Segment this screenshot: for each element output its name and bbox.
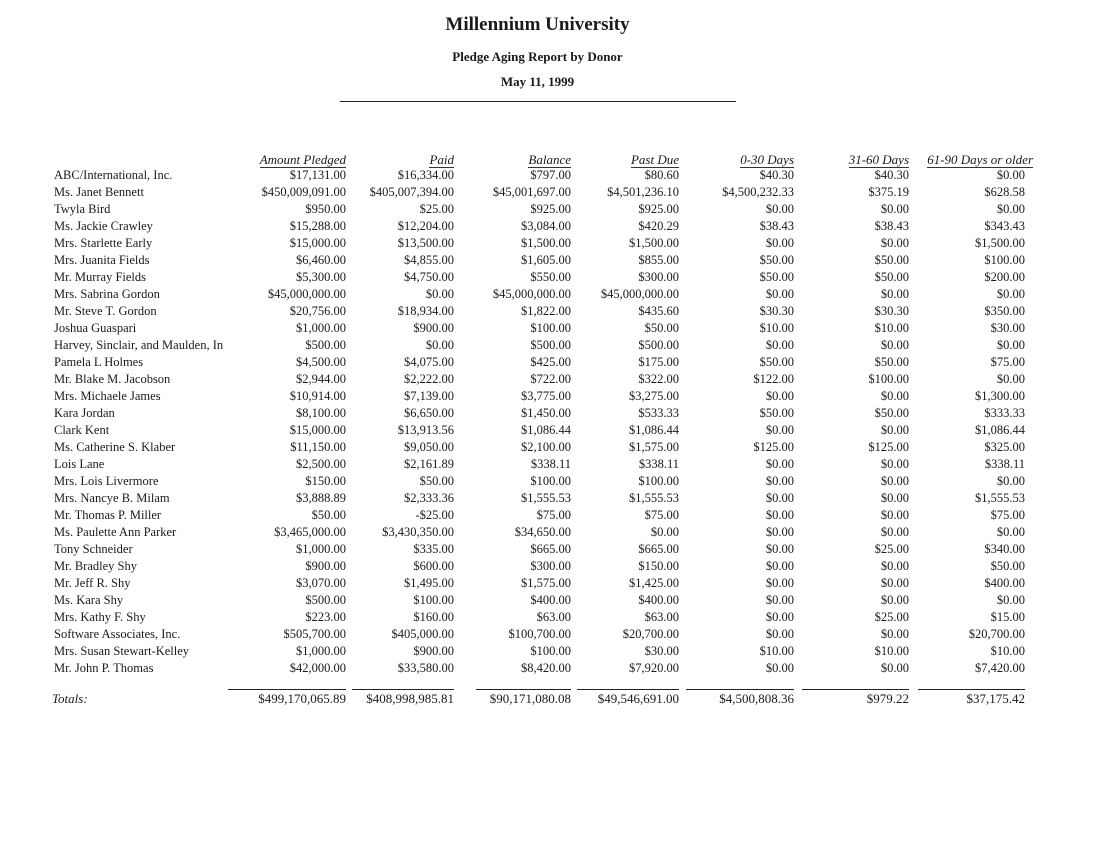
cell-balance: $3,084.00: [521, 219, 571, 233]
table-row: [0, 457, 1100, 474]
cell-days-61-90: $15.00: [990, 610, 1025, 624]
cell-days-0-30: $0.00: [765, 423, 794, 437]
cell-balance: $400.00: [530, 593, 571, 607]
cell-past-due: $45,000,000.00: [600, 287, 679, 301]
cell-past-due: $7,920.00: [629, 661, 679, 675]
cell-days-31-60: $25.00: [874, 610, 909, 624]
table-row: [0, 270, 1100, 287]
cell-days-31-60: $0.00: [880, 627, 909, 641]
cell-past-due: $400.00: [638, 593, 679, 607]
cell-days-0-30: $0.00: [765, 236, 794, 250]
table-row: [0, 338, 1100, 355]
cell-amount-pledged: $6,460.00: [296, 253, 346, 267]
cell-paid: $4,855.00: [404, 253, 454, 267]
cell-past-due: $338.11: [638, 457, 679, 471]
cell-amount-pledged: $500.00: [305, 593, 346, 607]
cell-days-61-90: $20,700.00: [968, 627, 1025, 641]
cell-days-0-30: $0.00: [765, 661, 794, 675]
column-header-past-due: Past Due: [630, 152, 679, 167]
donor-name: Lois Lane: [54, 457, 105, 471]
donor-name: ABC/International, Inc.: [54, 168, 173, 182]
cell-past-due: $1,500.00: [629, 236, 679, 250]
cell-days-61-90: $100.00: [984, 253, 1025, 267]
cell-balance: $1,555.53: [521, 491, 571, 505]
cell-past-due: $0.00: [650, 525, 679, 539]
cell-amount-pledged: $1,000.00: [296, 644, 346, 658]
cell-days-61-90: $0.00: [996, 338, 1025, 352]
cell-days-31-60: $50.00: [874, 270, 909, 284]
cell-paid: $7,139.00: [404, 389, 454, 403]
cell-days-61-90: $75.00: [990, 355, 1025, 369]
donor-name: Clark Kent: [54, 423, 110, 437]
table-row: [0, 168, 1100, 185]
cell-balance: $300.00: [530, 559, 571, 573]
total-days-31-60: $979.22: [866, 691, 909, 706]
column-header-amount-pledged: Amount Pledged: [259, 152, 346, 167]
cell-past-due: $20,700.00: [622, 627, 679, 641]
donor-name: Mr. John P. Thomas: [54, 661, 154, 675]
cell-paid: $335.00: [413, 542, 454, 556]
cell-days-61-90: $325.00: [984, 440, 1025, 454]
cell-paid: $13,913.56: [397, 423, 454, 437]
donor-name: Software Associates, Inc.: [54, 627, 181, 641]
cell-paid: $2,161.89: [404, 457, 454, 471]
cell-paid: $900.00: [413, 644, 454, 658]
column-header-days-31-60: 31-60 Days: [848, 152, 909, 167]
cell-days-0-30: $50.00: [759, 253, 794, 267]
cell-amount-pledged: $17,131.00: [289, 168, 346, 182]
cell-amount-pledged: $8,100.00: [296, 406, 346, 420]
report-date: May 11, 1999: [500, 74, 575, 89]
cell-days-61-90: $1,300.00: [975, 389, 1025, 403]
cell-paid: $6,650.00: [404, 406, 454, 420]
column-header-paid: Paid: [429, 152, 454, 167]
cell-days-0-30: $0.00: [765, 474, 794, 488]
donor-name: Ms. Jackie Crawley: [54, 219, 153, 233]
donor-table: [0, 168, 1100, 678]
cell-days-31-60: $0.00: [880, 457, 909, 471]
cell-days-61-90: $333.33: [984, 406, 1025, 420]
cell-balance: $45,001,697.00: [492, 185, 571, 199]
cell-amount-pledged: $45,000,000.00: [267, 287, 346, 301]
totals-rule: [352, 689, 454, 690]
table-row: [0, 372, 1100, 389]
cell-past-due: $500.00: [638, 338, 679, 352]
total-balance: $90,171,080.08: [489, 691, 571, 706]
donor-name: Harvey, Sinclair, and Maulden, In: [54, 338, 224, 352]
donor-name: Mr. Jeff R. Shy: [54, 576, 131, 590]
cell-balance: $665.00: [530, 542, 571, 556]
donor-name: Mr. Bradley Shy: [54, 559, 137, 573]
cell-days-61-90: $0.00: [996, 593, 1025, 607]
cell-days-31-60: $0.00: [880, 559, 909, 573]
cell-amount-pledged: $50.00: [311, 508, 346, 522]
cell-days-61-90: $400.00: [984, 576, 1025, 590]
column-header-days-0-30: 0-30 Days: [740, 152, 794, 167]
donor-name: Mr. Steve T. Gordon: [54, 304, 157, 318]
cell-amount-pledged: $10,914.00: [289, 389, 346, 403]
cell-balance: $425.00: [530, 355, 571, 369]
report-title: Millennium University: [445, 14, 630, 35]
cell-amount-pledged: $1,000.00: [296, 321, 346, 335]
cell-days-0-30: $50.00: [759, 355, 794, 369]
donor-name: Mr. Murray Fields: [54, 270, 147, 284]
cell-days-31-60: $50.00: [874, 355, 909, 369]
cell-balance: $500.00: [530, 338, 571, 352]
cell-days-0-30: $0.00: [765, 559, 794, 573]
report-subtitle: Pledge Aging Report by Donor: [452, 49, 623, 64]
cell-days-0-30: $0.00: [765, 576, 794, 590]
cell-past-due: $1,575.00: [629, 440, 679, 454]
cell-days-61-90: $0.00: [996, 474, 1025, 488]
cell-past-due: $665.00: [638, 542, 679, 556]
cell-balance: $925.00: [530, 202, 571, 216]
table-row: [0, 644, 1100, 661]
donor-name: Mrs. Kathy F. Shy: [54, 610, 146, 624]
cell-paid: $25.00: [419, 202, 454, 216]
cell-days-31-60: $50.00: [874, 406, 909, 420]
cell-balance: $63.00: [536, 610, 571, 624]
cell-amount-pledged: $505,700.00: [283, 627, 346, 641]
cell-past-due: $1,425.00: [629, 576, 679, 590]
cell-days-0-30: $0.00: [765, 202, 794, 216]
donor-name: Ms. Janet Bennett: [54, 185, 144, 199]
cell-days-61-90: $0.00: [996, 525, 1025, 539]
donor-name: Mrs. Susan Stewart-Kelley: [54, 644, 190, 658]
cell-amount-pledged: $450,009,091.00: [261, 185, 346, 199]
cell-paid: $12,204.00: [397, 219, 454, 233]
table-row: [0, 406, 1100, 423]
cell-days-31-60: $0.00: [880, 576, 909, 590]
table-row: [0, 542, 1100, 559]
cell-amount-pledged: $2,500.00: [296, 457, 346, 471]
cell-paid: $4,750.00: [404, 270, 454, 284]
cell-paid: $600.00: [413, 559, 454, 573]
cell-balance: $1,605.00: [521, 253, 571, 267]
cell-past-due: $533.33: [638, 406, 679, 420]
cell-amount-pledged: $3,070.00: [296, 576, 346, 590]
cell-days-31-60: $0.00: [880, 287, 909, 301]
cell-past-due: $3,275.00: [629, 389, 679, 403]
cell-balance: $550.00: [530, 270, 571, 284]
cell-days-31-60: $0.00: [880, 525, 909, 539]
donor-name: Joshua Guaspari: [54, 321, 137, 335]
cell-past-due: $150.00: [638, 559, 679, 573]
cell-days-31-60: $0.00: [880, 389, 909, 403]
totals-rule: [228, 689, 346, 690]
cell-paid: $33,580.00: [397, 661, 454, 675]
cell-days-31-60: $0.00: [880, 338, 909, 352]
cell-days-0-30: $0.00: [765, 627, 794, 641]
cell-days-0-30: $0.00: [765, 491, 794, 505]
cell-days-0-30: $10.00: [759, 321, 794, 335]
cell-amount-pledged: $900.00: [305, 559, 346, 573]
table-row: [0, 253, 1100, 270]
cell-paid: $13,500.00: [397, 236, 454, 250]
donor-name: Pamela L Holmes: [54, 355, 144, 369]
cell-days-61-90: $30.00: [990, 321, 1025, 335]
table-row: [0, 508, 1100, 525]
cell-days-61-90: $1,086.44: [975, 423, 1025, 437]
total-days-61-90: $37,175.42: [966, 691, 1025, 706]
total-past-due: $49,546,691.00: [597, 691, 679, 706]
cell-days-31-60: $0.00: [880, 661, 909, 675]
cell-amount-pledged: $15,288.00: [289, 219, 346, 233]
cell-amount-pledged: $15,000.00: [289, 236, 346, 250]
cell-days-61-90: $340.00: [984, 542, 1025, 556]
cell-balance: $2,100.00: [521, 440, 571, 454]
cell-paid: $18,934.00: [397, 304, 454, 318]
cell-paid: $9,050.00: [404, 440, 454, 454]
cell-past-due: $30.00: [644, 644, 679, 658]
table-row: [0, 593, 1100, 610]
total-amount-pledged: $499,170,065.89: [258, 691, 346, 706]
cell-paid: $160.00: [413, 610, 454, 624]
cell-days-0-30: $38.43: [759, 219, 794, 233]
cell-paid: $0.00: [425, 338, 454, 352]
cell-days-61-90: $0.00: [996, 372, 1025, 386]
cell-balance: $100.00: [530, 474, 571, 488]
donor-name: Twyla Bird: [54, 202, 111, 216]
cell-paid: -$25.00: [415, 508, 454, 522]
totals-rule: [577, 689, 679, 690]
cell-paid: $1,495.00: [404, 576, 454, 590]
cell-days-0-30: $0.00: [765, 389, 794, 403]
cell-days-31-60: $375.19: [868, 185, 909, 199]
cell-balance: $75.00: [536, 508, 571, 522]
cell-amount-pledged: $223.00: [305, 610, 346, 624]
cell-amount-pledged: $11,150.00: [290, 440, 346, 454]
cell-days-0-30: $122.00: [753, 372, 794, 386]
table-row: [0, 389, 1100, 406]
table-row: [0, 355, 1100, 372]
cell-balance: $34,650.00: [514, 525, 571, 539]
cell-days-0-30: $0.00: [765, 338, 794, 352]
cell-past-due: $50.00: [644, 321, 679, 335]
cell-days-31-60: $0.00: [880, 593, 909, 607]
totals-rule: [476, 689, 571, 690]
cell-days-61-90: $350.00: [984, 304, 1025, 318]
cell-days-0-30: $0.00: [765, 525, 794, 539]
table-row: [0, 627, 1100, 644]
donor-name: Mrs. Nancye B. Milam: [54, 491, 170, 505]
cell-days-31-60: $50.00: [874, 253, 909, 267]
cell-balance: $722.00: [530, 372, 571, 386]
cell-paid: $900.00: [413, 321, 454, 335]
table-row: [0, 610, 1100, 627]
cell-days-0-30: $10.00: [759, 644, 794, 658]
table-row: [0, 304, 1100, 321]
cell-past-due: $4,501,236.10: [607, 185, 679, 199]
table-row: [0, 219, 1100, 236]
table-row: [0, 491, 1100, 508]
table-row: [0, 474, 1100, 491]
table-row: [0, 321, 1100, 338]
column-header-balance: Balance: [528, 152, 571, 167]
donor-name: Ms. Catherine S. Klaber: [54, 440, 176, 454]
cell-days-0-30: $50.00: [759, 406, 794, 420]
cell-past-due: $100.00: [638, 474, 679, 488]
donor-name: Mrs. Sabrina Gordon: [54, 287, 160, 301]
cell-days-61-90: $0.00: [996, 202, 1025, 216]
cell-balance: $1,086.44: [521, 423, 571, 437]
cell-days-61-90: $1,500.00: [975, 236, 1025, 250]
cell-balance: $100.00: [530, 321, 571, 335]
cell-paid: $4,075.00: [404, 355, 454, 369]
table-row: [0, 525, 1100, 542]
donor-name: Mrs. Starlette Early: [54, 236, 153, 250]
donor-name: Mrs. Michaele James: [54, 389, 161, 403]
cell-days-31-60: $30.30: [874, 304, 909, 318]
cell-past-due: $925.00: [638, 202, 679, 216]
totals-rule: [802, 689, 909, 690]
cell-past-due: $75.00: [644, 508, 679, 522]
cell-past-due: $420.29: [638, 219, 679, 233]
cell-past-due: $1,086.44: [629, 423, 679, 437]
cell-days-31-60: $10.00: [874, 321, 909, 335]
table-row: [0, 185, 1100, 202]
cell-paid: $50.00: [419, 474, 454, 488]
cell-past-due: $300.00: [638, 270, 679, 284]
table-row: [0, 440, 1100, 457]
cell-paid: $16,334.00: [397, 168, 454, 182]
cell-amount-pledged: $4,500.00: [296, 355, 346, 369]
cell-paid: $405,007,394.00: [369, 185, 454, 199]
table-row: [0, 576, 1100, 593]
cell-days-61-90: $0.00: [996, 168, 1025, 182]
cell-balance: $1,575.00: [521, 576, 571, 590]
cell-amount-pledged: $15,000.00: [289, 423, 346, 437]
cell-days-0-30: $30.30: [759, 304, 794, 318]
donor-name: Mr. Blake M. Jacobson: [54, 372, 171, 386]
table-row: [0, 423, 1100, 440]
cell-days-31-60: $25.00: [874, 542, 909, 556]
cell-days-31-60: $0.00: [880, 491, 909, 505]
total-paid: $408,998,985.81: [366, 691, 454, 706]
cell-past-due: $855.00: [638, 253, 679, 267]
cell-days-31-60: $0.00: [880, 508, 909, 522]
cell-past-due: $1,555.53: [629, 491, 679, 505]
table-row: [0, 202, 1100, 219]
cell-days-31-60: $125.00: [868, 440, 909, 454]
table-row: [0, 236, 1100, 253]
cell-past-due: $322.00: [638, 372, 679, 386]
cell-days-0-30: $0.00: [765, 542, 794, 556]
cell-paid: $3,430,350.00: [382, 525, 454, 539]
cell-days-61-90: $75.00: [990, 508, 1025, 522]
cell-days-0-30: $0.00: [765, 287, 794, 301]
total-days-0-30: $4,500,808.36: [719, 691, 794, 706]
totals-row: [0, 689, 1100, 709]
cell-days-31-60: $0.00: [880, 474, 909, 488]
cell-amount-pledged: $1,000.00: [296, 542, 346, 556]
cell-days-31-60: $0.00: [880, 202, 909, 216]
cell-paid: $100.00: [413, 593, 454, 607]
cell-past-due: $80.60: [644, 168, 679, 182]
cell-days-0-30: $50.00: [759, 270, 794, 284]
cell-days-31-60: $40.30: [874, 168, 909, 182]
cell-balance: $338.11: [530, 457, 571, 471]
cell-days-31-60: $100.00: [868, 372, 909, 386]
cell-days-0-30: $0.00: [765, 457, 794, 471]
donor-name: Kara Jordan: [54, 406, 115, 420]
cell-days-61-90: $0.00: [996, 287, 1025, 301]
cell-days-0-30: $0.00: [765, 593, 794, 607]
cell-amount-pledged: $3,465,000.00: [274, 525, 346, 539]
cell-days-31-60: $10.00: [874, 644, 909, 658]
cell-past-due: $175.00: [638, 355, 679, 369]
cell-paid: $2,222.00: [404, 372, 454, 386]
cell-paid: $2,333.36: [404, 491, 454, 505]
table-row: [0, 287, 1100, 304]
table-row: [0, 559, 1100, 576]
cell-amount-pledged: $2,944.00: [296, 372, 346, 386]
donor-name: Ms. Paulette Ann Parker: [54, 525, 177, 539]
cell-days-31-60: $0.00: [880, 236, 909, 250]
cell-days-61-90: $1,555.53: [975, 491, 1025, 505]
cell-days-0-30: $0.00: [765, 508, 794, 522]
donor-name: Mrs. Juanita Fields: [54, 253, 150, 267]
cell-amount-pledged: $20,756.00: [289, 304, 346, 318]
cell-balance: $1,822.00: [521, 304, 571, 318]
cell-amount-pledged: $950.00: [305, 202, 346, 216]
donor-name: Mrs. Lois Livermore: [54, 474, 159, 488]
cell-balance: $100.00: [530, 644, 571, 658]
totals-rule: [686, 689, 794, 690]
cell-amount-pledged: $42,000.00: [289, 661, 346, 675]
cell-days-61-90: $343.43: [984, 219, 1025, 233]
column-header-days-61-90: 61-90 Days or older: [927, 152, 1033, 167]
totals-label: Totals:: [52, 691, 88, 706]
cell-days-61-90: $50.00: [990, 559, 1025, 573]
donor-name: Ms. Kara Shy: [54, 593, 124, 607]
donor-name: Mr. Thomas P. Miller: [54, 508, 162, 522]
cell-days-31-60: $0.00: [880, 423, 909, 437]
cell-days-0-30: $0.00: [765, 610, 794, 624]
cell-days-0-30: $40.30: [759, 168, 794, 182]
cell-days-61-90: $7,420.00: [975, 661, 1025, 675]
cell-amount-pledged: $5,300.00: [296, 270, 346, 284]
cell-balance: $100,700.00: [508, 627, 571, 641]
cell-days-0-30: $4,500,232.33: [722, 185, 794, 199]
cell-days-61-90: $10.00: [990, 644, 1025, 658]
cell-paid: $0.00: [425, 287, 454, 301]
cell-days-61-90: $628.58: [984, 185, 1025, 199]
cell-days-0-30: $125.00: [753, 440, 794, 454]
cell-amount-pledged: $150.00: [305, 474, 346, 488]
cell-balance: $1,450.00: [521, 406, 571, 420]
cell-paid: $405,000.00: [391, 627, 454, 641]
cell-balance: $3,775.00: [521, 389, 571, 403]
cell-days-61-90: $200.00: [984, 270, 1025, 284]
header-divider: [340, 101, 736, 102]
totals-rule: [918, 689, 1025, 690]
cell-amount-pledged: $500.00: [305, 338, 346, 352]
cell-days-61-90: $338.11: [984, 457, 1025, 471]
cell-past-due: $435.60: [638, 304, 679, 318]
donor-name: Tony Schneider: [54, 542, 133, 556]
cell-days-31-60: $38.43: [874, 219, 909, 233]
cell-past-due: $63.00: [644, 610, 679, 624]
table-row: [0, 661, 1100, 678]
cell-balance: $797.00: [530, 168, 571, 182]
cell-amount-pledged: $3,888.89: [296, 491, 346, 505]
cell-balance: $8,420.00: [521, 661, 571, 675]
cell-balance: $45,000,000.00: [492, 287, 571, 301]
cell-balance: $1,500.00: [521, 236, 571, 250]
